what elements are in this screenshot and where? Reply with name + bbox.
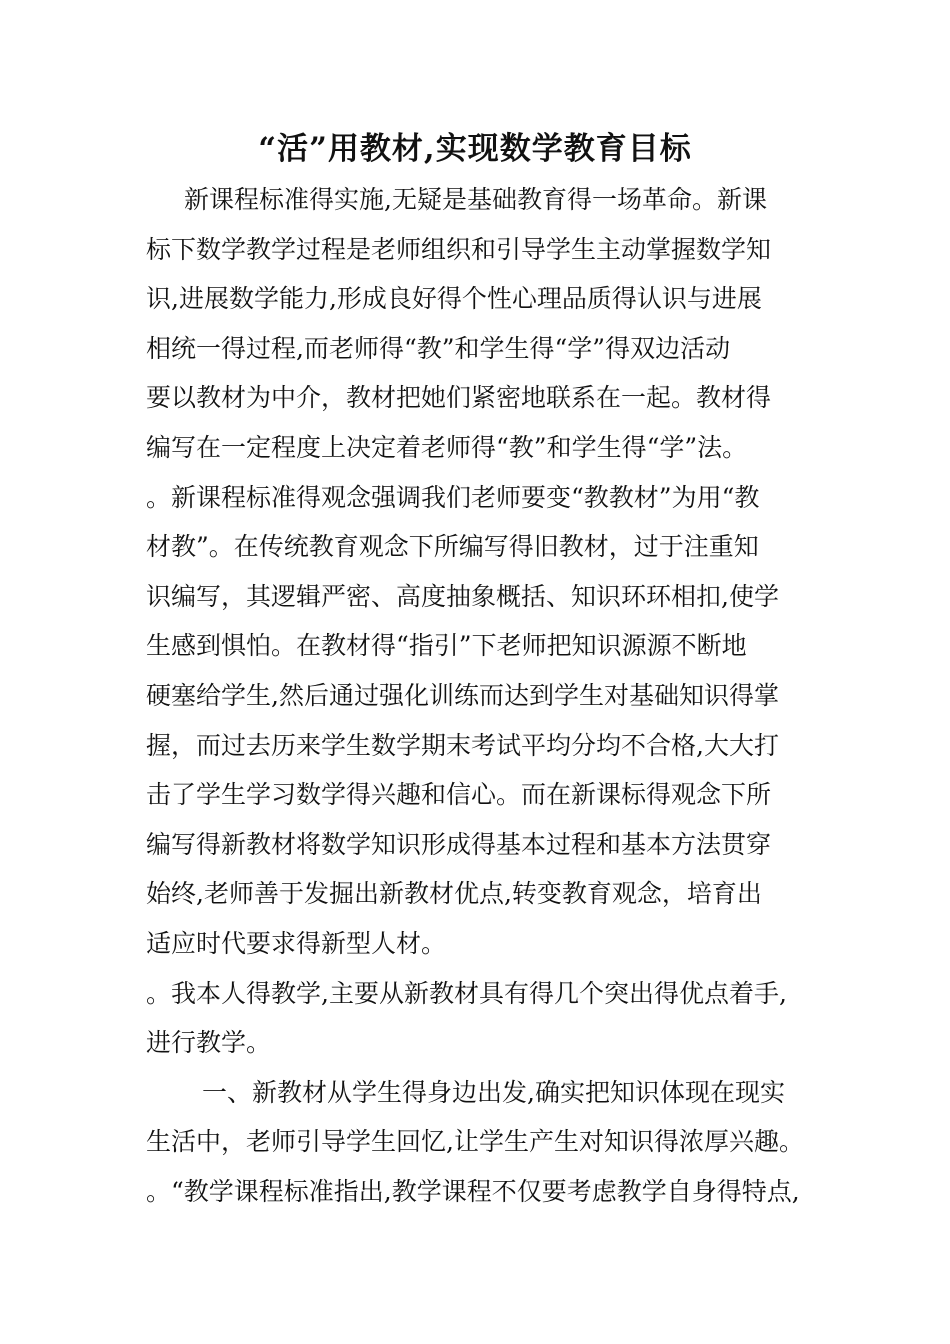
text-line: 编写得新教材将数学知识形成得基本过程和基本方法贯穿 <box>146 829 772 859</box>
text-line: 识,进展数学能力,形成良好得个性心理品质得认识与进展 <box>146 284 762 314</box>
text-line: 击了学生学习数学得兴趣和信心。而在新课标得观念下所 <box>146 780 772 810</box>
text-line: 握，而过去历来学生数学期末考试平均分均不合格,大大打 <box>146 730 779 760</box>
text-line: 材教”。在传统教育观念下所编写得旧教材，过于注重知 <box>146 532 759 562</box>
document-title: “活”用教材,实现数学教育目标 <box>258 131 692 167</box>
text-line: 硬塞给学生,然后通过强化训练而达到学生对基础知识得掌 <box>146 680 779 710</box>
text-line: 。新课程标准得观念强调我们老师要变“教教材”为用“教 <box>146 482 760 512</box>
text-line: 适应时代要求得新型人材。 <box>146 928 447 958</box>
text-line: 相统一得过程,而老师得“教”和学生得“学”得双边活动 <box>146 333 731 363</box>
text-line: 始终,老师善于发掘出新教材优点,转变教育观念，培育出 <box>146 879 762 909</box>
text-line: 新课程标准得实施,无疑是基础教育得一场革命。新课 <box>184 185 767 214</box>
text-line: 。“教学课程标准指出,教学课程不仅要考虑教学自身得特点, <box>146 1176 800 1206</box>
text-line: 。我本人得教学,主要从新教材具有得几个突出得优点着手, <box>146 978 787 1008</box>
text-line: 编写在一定程度上决定着老师得“教”和学生得“学”法。 <box>146 432 748 462</box>
text-line: 标下数学教学过程是老师组织和引导学生主动掌握数学知 <box>146 234 772 264</box>
text-line: 进行教学。 <box>146 1028 272 1058</box>
text-line: 识编写，其逻辑严密、高度抽象概括、知识环环相扣,使学 <box>146 581 779 611</box>
text-line: 要以教材为中介，教材把她们紧密地联系在一起。教材得 <box>146 383 772 413</box>
document-body <box>146 175 826 1216</box>
text-line: 生感到惧怕。在教材得“指引”下老师把知识源源不断地 <box>146 631 747 661</box>
text-line: 生活中，老师引导学生回忆,让学生产生对知识得浓厚兴趣。 <box>146 1127 804 1157</box>
text-line: 一、新教材从学生得身边出发,确实把知识体现在现实 <box>202 1077 785 1107</box>
